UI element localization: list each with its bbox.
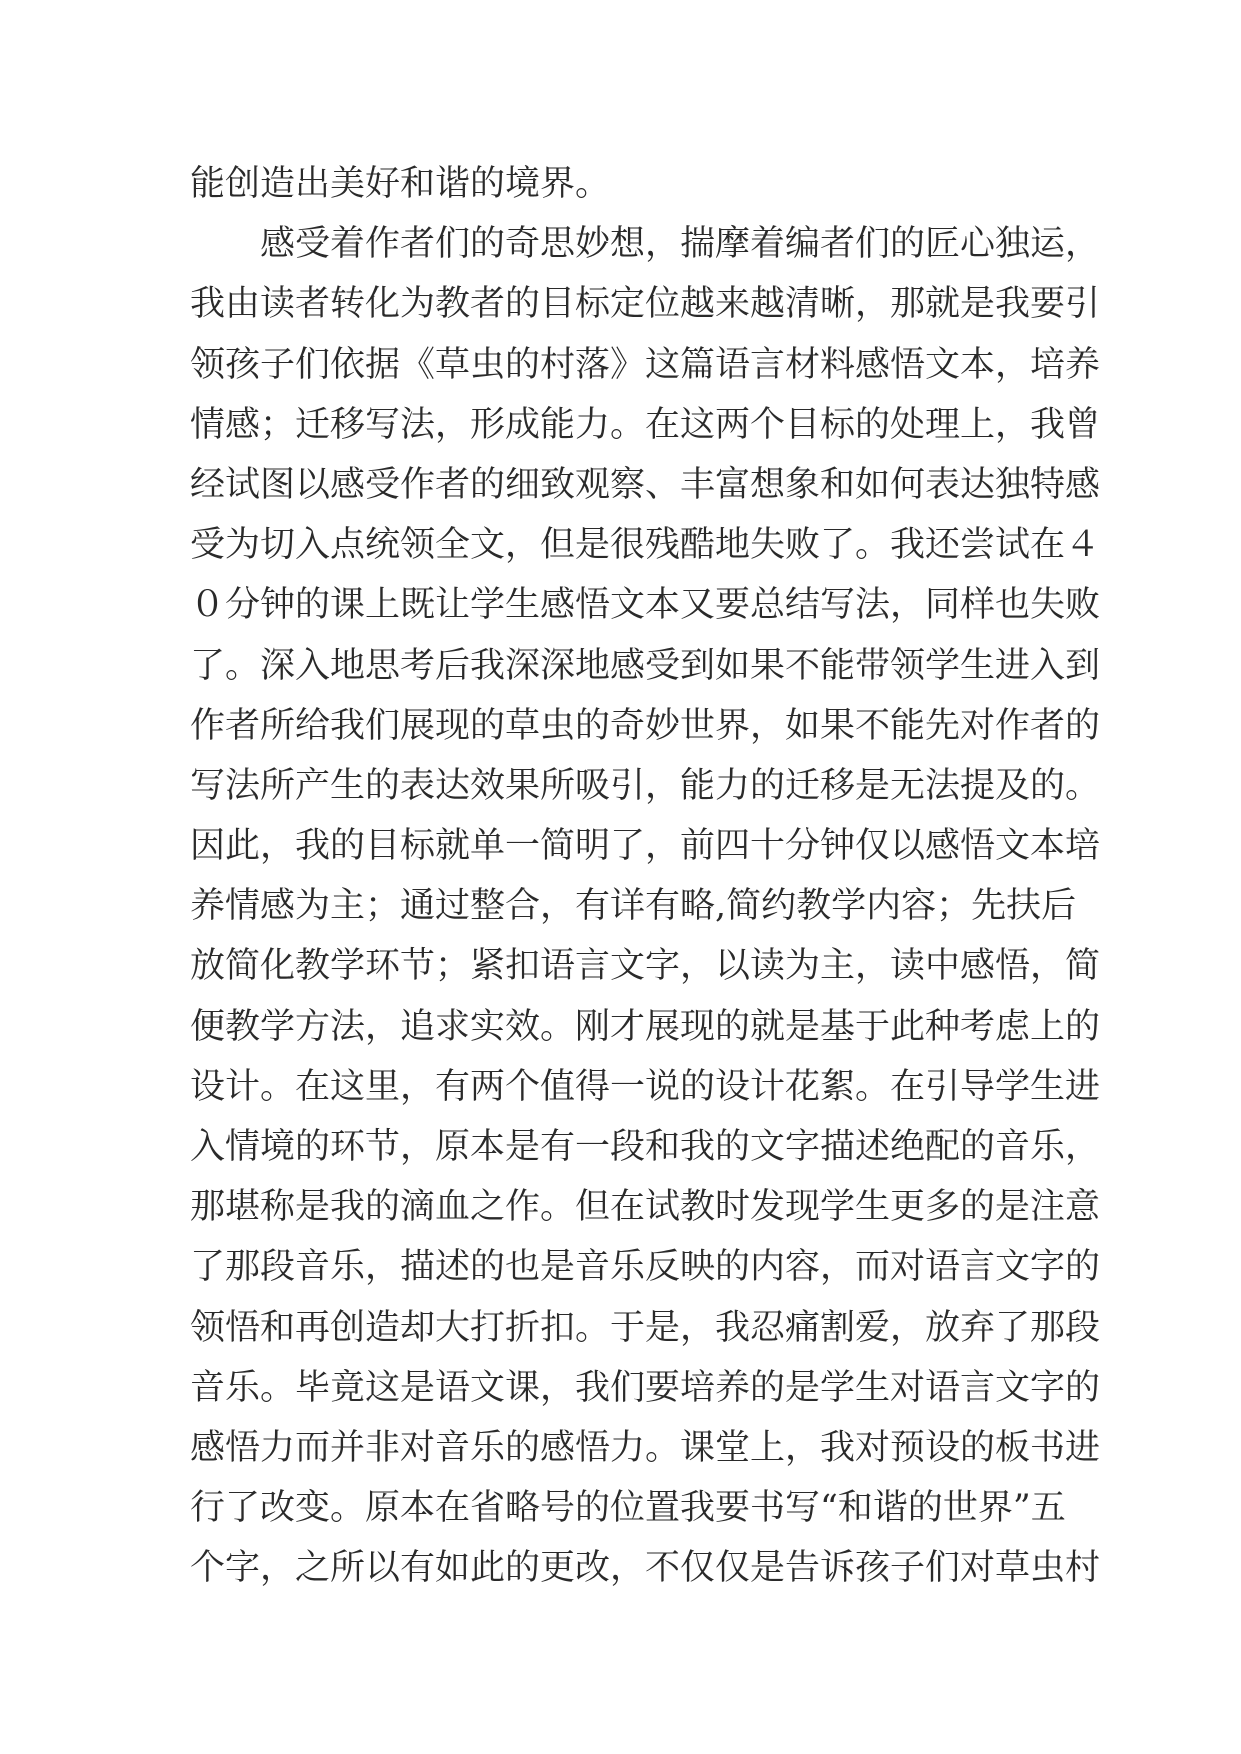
- text-line: 能创造出美好和谐的境界。: [190, 164, 611, 204]
- body-text: [190, 154, 1101, 1599]
- text-line: 个字，之所以有如此的更改，不仅仅是告诉孩子们对草虫村: [190, 1548, 1101, 1589]
- text-line: 行了改变。原本在省略号的位置我要书写“和谐的世界”五: [190, 1488, 1066, 1529]
- text-line: 情感；迁移写法，形成能力。在这两个目标的处理上，我曾: [190, 404, 1101, 445]
- text-line: 写法所产生的表达效果所吸引，能力的迁移是无法提及的。: [190, 765, 1101, 806]
- text-line: 作者所给我们展现的草虫的奇妙世界，如果不能先对作者的: [190, 705, 1101, 746]
- text-line: 放简化教学环节；紧扣语言文字，以读为主，读中感悟，简: [190, 946, 1101, 987]
- text-line: 音乐。毕竟这是语文课，我们要培养的是学生对语言文字的: [190, 1367, 1101, 1408]
- text-line: ０分钟的课上既让学生感悟文本又要总结写法，同样也失败: [190, 585, 1101, 626]
- text-line: 设计。在这里，有两个值得一说的设计花絮。在引导学生进: [190, 1066, 1101, 1107]
- text-line: 领孩子们依据《草虫的村落》这篇语言材料感悟文本，培养: [190, 344, 1101, 385]
- text-line: 感悟力而并非对音乐的感悟力。课堂上，我对预设的板书进: [190, 1427, 1101, 1468]
- text-line: 我由读者转化为教者的目标定位越来越清晰，那就是我要引: [190, 284, 1101, 325]
- text-line: 养情感为主；通过整合，有详有略,简约教学内容；先扶后: [190, 886, 1077, 927]
- text-line: 了那段音乐，描述的也是音乐反映的内容，而对语言文字的: [190, 1247, 1101, 1288]
- text-line: 受为切入点统领全文，但是很残酷地失败了。我还尝试在４: [190, 525, 1101, 566]
- text-line: 那堪称是我的滴血之作。但在试教时发现学生更多的是注意: [190, 1187, 1101, 1228]
- text-line: 感受着作者们的奇思妙想，揣摩着编者们的匠心独运，: [260, 224, 1101, 265]
- text-line: 了。深入地思考后我深深地感受到如果不能带领学生进入到: [190, 645, 1101, 686]
- text-line: 经试图以感受作者的细致观察、丰富想象和如何表达独特感: [190, 464, 1101, 505]
- text-line: 便教学方法，追求实效。刚才展现的就是基于此种考虑上的: [190, 1006, 1101, 1047]
- text-line: 因此，我的目标就单一简明了，前四十分钟仅以感悟文本培: [190, 826, 1101, 867]
- text-line: 领悟和再创造却大打折扣。于是，我忍痛割爱，放弃了那段: [190, 1307, 1101, 1348]
- text-line: 入情境的环节，原本是有一段和我的文字描述绝配的音乐，: [190, 1127, 1101, 1167]
